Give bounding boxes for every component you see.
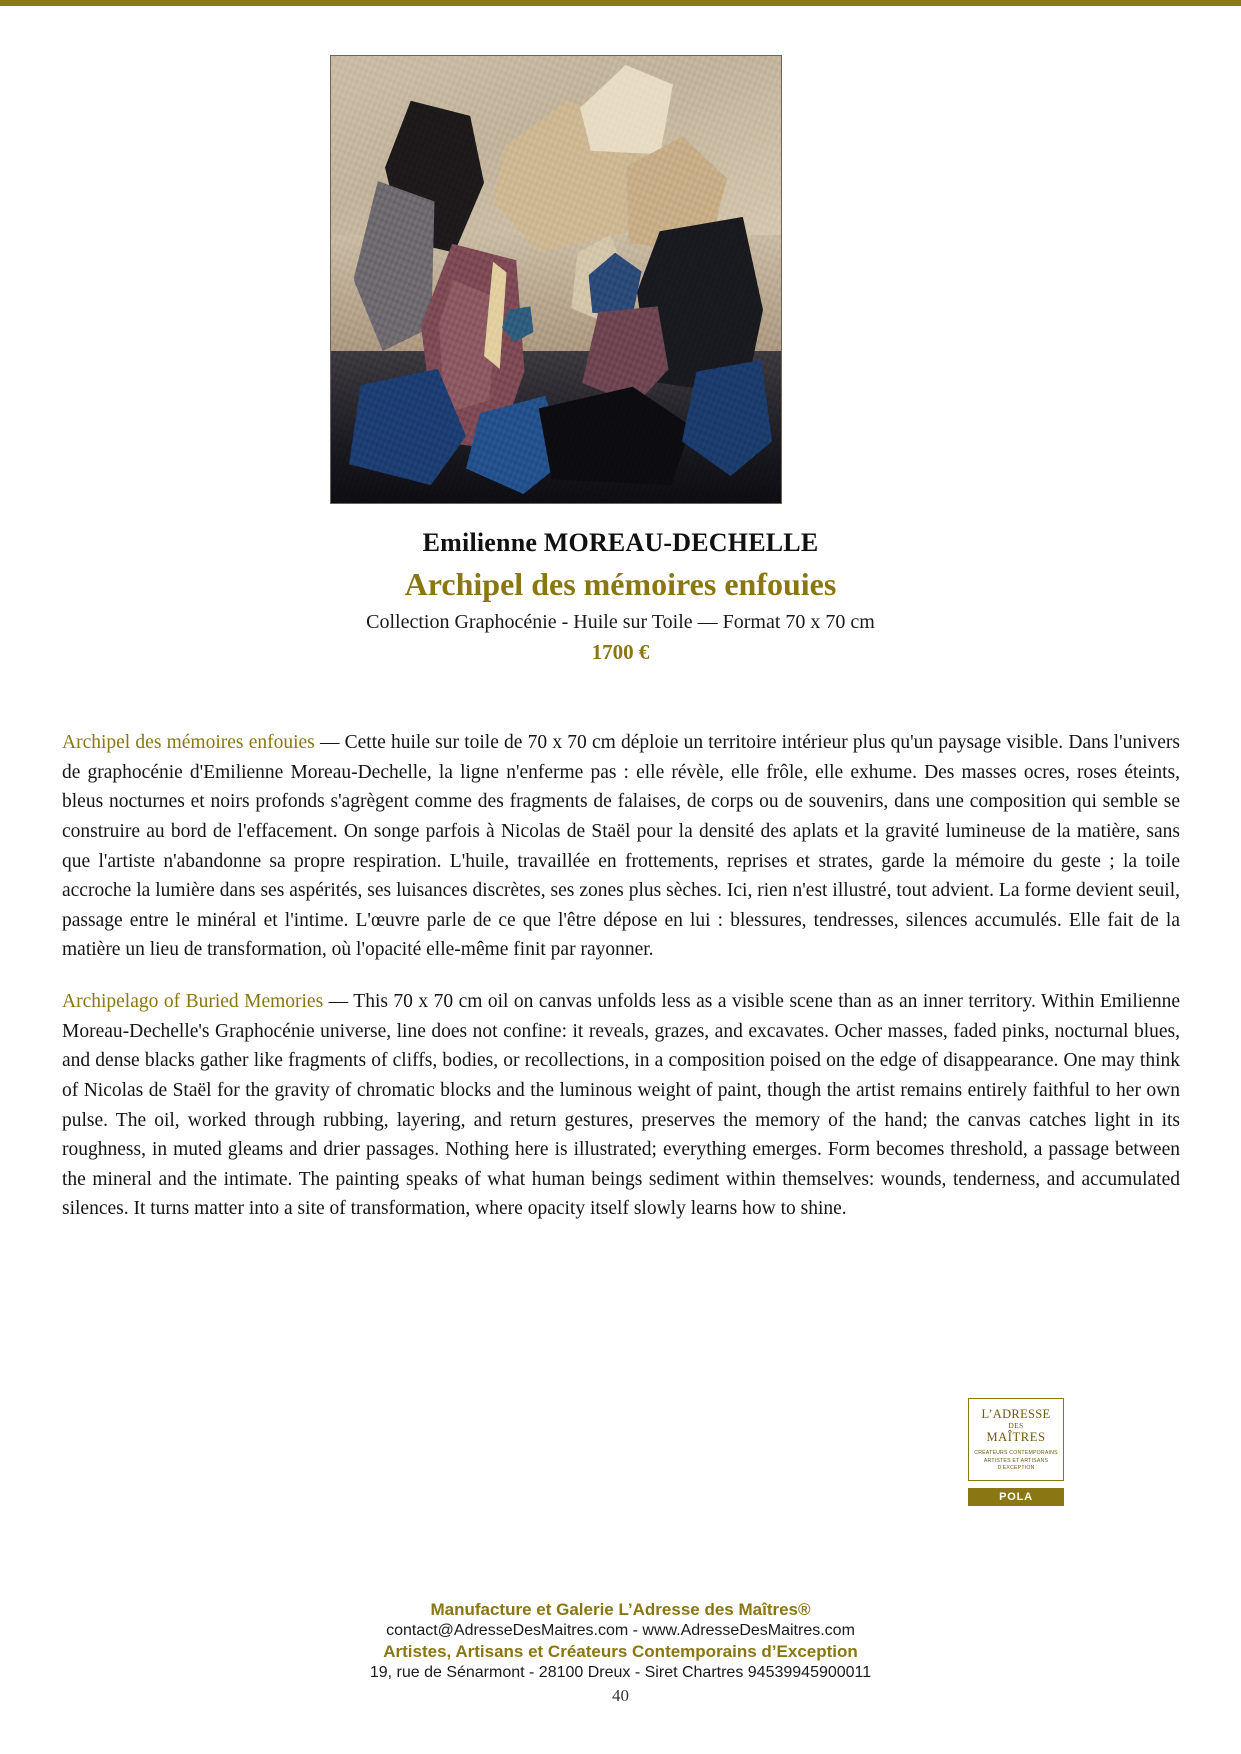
page-footer [0, 1600, 1241, 1706]
logo-line-des: DES [1008, 1421, 1024, 1431]
description-section [62, 728, 1180, 1246]
pola-badge: POLA [968, 1488, 1064, 1506]
french-body-text: — Cette huile sur toile de 70 x 70 cm déploie un territoire intérieur plus qu'un paysage visible. Dans l'univers de graphocénie d'Emilienne Moreau-Dechelle, la ligne n'enferme pas : elle révèle, elle frôle, elle exhume. Des masses ocres, roses éteints, bleus nocturnes et noirs profonds s'agrègent comme des fragments de falaises, de corps ou de souvenirs, dans une composition qui semble se construire au bord de l'effacement. On songe parfois à Nicolas de Staël pour la densité des aplats et la gravité lumineuse de la matière, sans que l'artiste n'abandonne sa propre respiration. L'huile, travaillée en frottements, reprises et strates, garde la mémoire du geste ; la toile accroche la lumière dans ses aspérités, ses luisances discrètes, ses zones plus sèches. Ici, rien n'est illustré, tout advient. La forme devient seuil, passage entre le minéral et l'intime. L'œuvre parle de ce que l'être dépose en lui : blessures, tendresses, silences accumulés. Elle fait de la matière un lieu de transformation, où l'opacité elle-même finit par rayonner. [62, 732, 1180, 961]
footer-company-name: Manufacture et Galerie L’Adresse des Maîtres® [430, 1600, 811, 1619]
top-rule-decoration [0, 0, 1241, 6]
footer-address: 19, rue de Sénarmont - 28100 Dreux - Siret Chartres 94539945900011 [369, 1664, 872, 1681]
english-body-text: — This 70 x 70 cm oil on canvas unfolds less as a visible scene than as an inner territory. Within Emilienne Moreau-Dechelle's Graphocénie universe, line does not confine: it reveals, grazes, and excavates. Ocher masses, faded pinks, nocturnal blues, and dense blacks gather like fragments of cliffs, bodies, or recollections, in a composition poised on the edge of disappearance. One may think of Nicolas de Staël for the gravity of chromatic blocks and the luminous weight of paint, though the artist remains entirely faithful to her own pulse. The oil, worked through rubbing, layering, and return gestures, preserves the memory of the hand; the canvas catches light in its roughness, in muted gleams and drier passages. Nothing here is illustrated; everything emerges. Form becomes threshold, a passage between the mineral and the intimate. The painting speaks of what human beings sediment within themselves: wounds, tenderness, and accumulated silences. It turns matter into a site of transformation, where opacity itself slowly learns how to shine. [62, 991, 1180, 1220]
logo-frame [968, 1398, 1064, 1481]
english-lead-title: Archipelago of Buried Memories [62, 991, 324, 1012]
artwork-image-container [330, 55, 780, 502]
logo-subline-1: CRÉATEURS CONTEMPORAINS [974, 1450, 1058, 1457]
artwork-metadata: Collection Graphocénie - Huile sur Toile — Format 70 x 70 cm [366, 611, 875, 633]
logo-line-maitres: MAÎTRES [986, 1430, 1046, 1445]
description-paragraph-french [62, 728, 1180, 965]
french-lead-title: Archipel des mémoires enfouies [62, 732, 315, 753]
artwork-title: Archipel des mémoires enfouies [404, 566, 837, 602]
description-paragraph-english [62, 987, 1180, 1224]
logo-subline-3: D’EXCEPTION [997, 1465, 1035, 1472]
artwork-image [330, 55, 782, 504]
artist-name: Emilienne MOREAU-DECHELLE [422, 528, 819, 557]
page-number: 40 [612, 1686, 629, 1705]
artwork-price: 1700 € [591, 640, 650, 664]
artwork-title-block [0, 528, 1241, 665]
footer-contact: contact@AdresseDesMaitres.com - www.AdresseDesMaitres.com [386, 1622, 855, 1639]
logo-subline-2: ARTISTES ET ARTISANS [983, 1457, 1049, 1464]
gallery-logo-badge [968, 1398, 1064, 1506]
logo-line-adresse: L’ADRESSE [981, 1407, 1051, 1421]
footer-tagline: Artistes, Artisans et Créateurs Contemporains d’Exception [383, 1642, 858, 1661]
